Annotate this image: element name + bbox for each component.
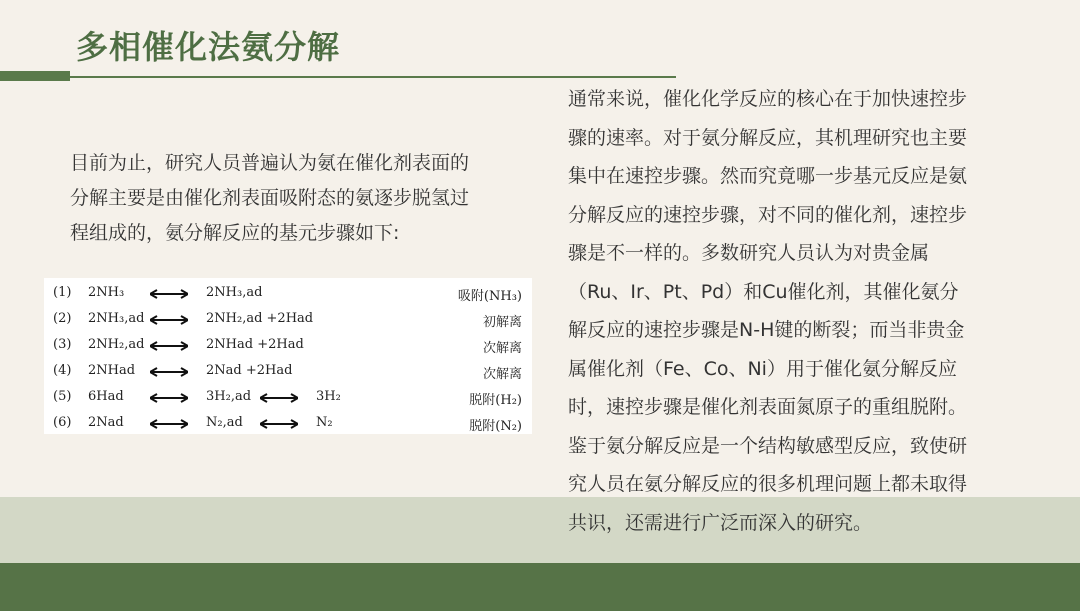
body-line: 骤的速率。对于氨分解反应，其机理研究也主要 — [568, 126, 968, 149]
reaction-number: (4) — [53, 363, 72, 378]
body-line: 属催化剂（Fe、Co、Ni）用于催化氨分解反应 — [568, 357, 957, 380]
reactant: 6Had — [88, 389, 124, 404]
body-line: 鉴于氨分解反应是一个结构敏感型反应，致使研 — [568, 434, 968, 457]
intro-line: 目前为止，研究人员普遍认为氨在催化剂表面的 — [70, 152, 470, 174]
step-label: 初解离 — [482, 315, 522, 330]
product: 2NH₂,ad +2Had — [206, 311, 314, 326]
body-line: 集中在速控步骤。然而究竟哪一步基元反应是氨 — [568, 165, 968, 187]
body-line: 究人员在氨分解反应的很多机理问题上都未取得 — [568, 473, 968, 495]
double-arrow-icon — [260, 392, 298, 407]
reactant: 2NHad — [88, 363, 136, 378]
body-line: 分解反应的速控步骤，对不同的催化剂，速控步 — [568, 203, 968, 226]
product: 2Nad +2Had — [206, 363, 293, 378]
reaction-steps-table — [44, 278, 532, 434]
double-arrow-icon — [150, 418, 188, 433]
step-label: 吸附(NH₃) — [457, 289, 522, 304]
reaction-row — [44, 280, 532, 306]
footer-band-dark — [0, 563, 1080, 611]
product: 2NH₃,ad — [206, 285, 263, 300]
body-line: 时，速控步骤是催化剂表面氮原子的重组脱附。 — [568, 396, 968, 418]
product: N₂ — [316, 415, 333, 430]
intermediate: 3H₂,ad — [206, 389, 252, 404]
intro-line: 分解主要是由催化剂表面吸附态的氨逐步脱氢过 — [70, 187, 470, 209]
product: 2NHad +2Had — [206, 337, 304, 352]
double-arrow-icon — [150, 392, 188, 407]
double-arrow-icon — [150, 314, 188, 329]
reactant: 2NH₂,ad — [88, 337, 145, 352]
intermediate: N₂,ad — [206, 415, 243, 430]
reaction-row — [44, 306, 532, 332]
body-line: 共识，还需进行广泛而深入的研究。 — [568, 511, 873, 534]
reaction-row — [44, 358, 532, 384]
reaction-number: (2) — [53, 311, 72, 326]
step-label: 脱附(H₂) — [469, 393, 522, 408]
reaction-number: (6) — [53, 415, 72, 430]
title-underline — [70, 76, 676, 78]
reactant: 2NH₃,ad — [88, 311, 145, 326]
reactant: 2NH₃ — [88, 285, 125, 300]
slide-title: 多相催化法氨分解 — [76, 28, 341, 66]
body-line: （Ru、Ir、Pt、Pd）和Cu催化剂，其催化氨分 — [568, 280, 959, 303]
double-arrow-icon — [150, 340, 188, 355]
body-line: 解反应的速控步骤是N-H键的断裂；而当非贵金 — [568, 319, 965, 341]
intro-paragraph — [70, 146, 540, 251]
reactant: 2Nad — [88, 415, 124, 430]
reaction-row — [44, 410, 532, 436]
reaction-row — [44, 384, 532, 410]
title-accent-block — [0, 71, 70, 81]
body-line: 骤是不一样的。多数研究人员认为对贵金属 — [568, 242, 930, 264]
reaction-row — [44, 332, 532, 358]
reaction-number: (3) — [53, 337, 72, 352]
product: 3H₂ — [316, 389, 341, 404]
intro-line: 程组成的，氨分解反应的基元步骤如下: — [70, 222, 400, 244]
body-paragraph — [568, 80, 1013, 542]
reaction-number: (1) — [53, 285, 72, 300]
double-arrow-icon — [150, 288, 188, 303]
double-arrow-icon — [150, 366, 188, 381]
double-arrow-icon — [260, 418, 298, 433]
body-line: 通常来说，催化化学反应的核心在于加快速控步 — [568, 88, 968, 110]
step-label: 次解离 — [482, 367, 522, 382]
reaction-number: (5) — [53, 389, 72, 404]
step-label: 次解离 — [482, 341, 522, 356]
step-label: 脱附(N₂) — [469, 419, 522, 434]
